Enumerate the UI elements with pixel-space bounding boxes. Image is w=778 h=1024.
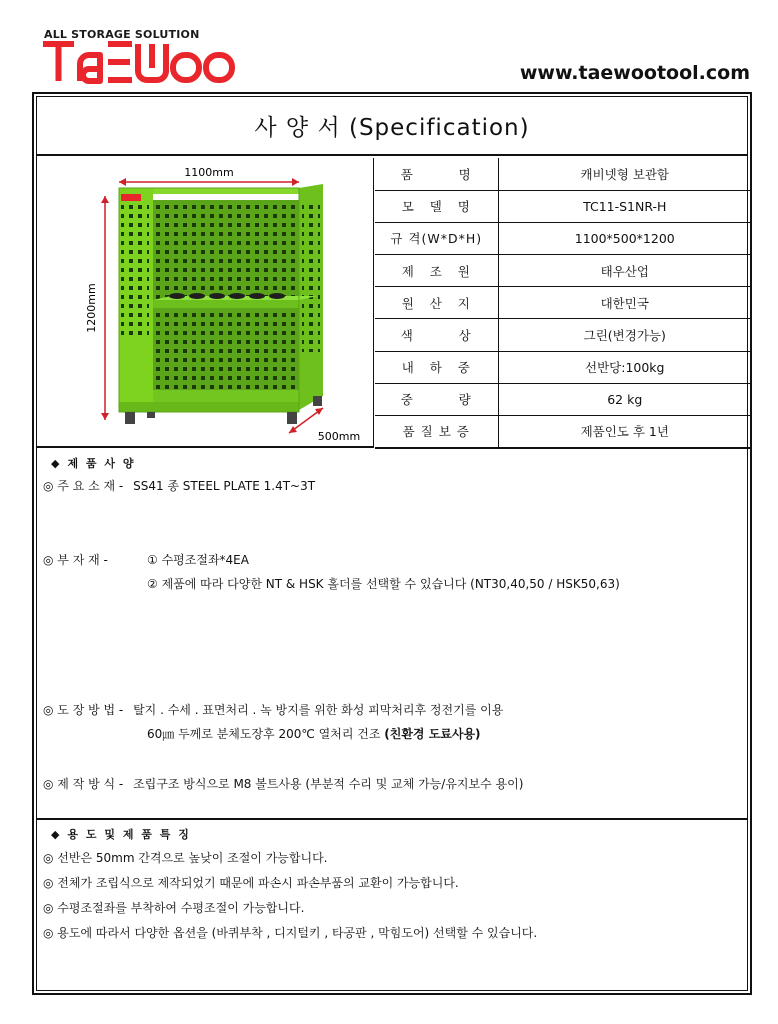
cabinet-illustration [37, 158, 374, 448]
product-spec-heading: ◆ 제 품 사 양 [51, 457, 136, 470]
width-dimension-label: 1100mm [184, 166, 234, 179]
spec-value: 그린(변경가능) [498, 319, 751, 351]
spec-value: 제품인도 후 1년 [498, 416, 751, 448]
spec-label: 원 산 지 [375, 287, 498, 319]
depth-dimension-label: 500mm [317, 430, 361, 443]
feature-item: ◎ 전체가 조립식으로 제작되었기 때문에 파손시 파손부품의 교환이 가능합니다. [43, 876, 459, 890]
cabinet-middle-shelf [153, 300, 299, 308]
taewoo-logo [40, 38, 236, 84]
product-image-area [37, 158, 374, 448]
brand-header [40, 28, 240, 84]
spec-value: 62 kg [498, 383, 751, 415]
spec-value: 1100*500*1200 [498, 222, 751, 254]
spec-label: 규 격(W*D*H) [375, 222, 498, 254]
accessory-row [43, 551, 249, 568]
material-row [43, 477, 315, 494]
section-divider [37, 818, 747, 820]
spec-row [375, 416, 751, 448]
accessory-line-1: ① 수평조절좌*4EA [147, 553, 249, 567]
spec-value: 태우산업 [498, 255, 751, 287]
spec-row [375, 190, 751, 222]
brand-tagline: ALL STORAGE SOLUTION [44, 28, 200, 41]
spec-label: 중 량 [375, 383, 498, 415]
spec-table [375, 158, 751, 449]
spec-sheet [32, 92, 752, 995]
spec-label: 모 델 명 [375, 190, 498, 222]
paint-line-1: 탈지 . 수세 . 표면처리 . 녹 방지를 위한 화성 피막처리후 정전기를 이용 [133, 703, 504, 717]
material-label: ◎ 주 요 소 재 - [43, 479, 124, 493]
spec-row [375, 319, 751, 351]
feature-item: ◎ 선반은 50mm 간격으로 높낮이 조절이 가능합니다. [43, 851, 328, 865]
spec-value: 캐비넷형 보관함 [498, 158, 751, 190]
build-value: 조립구조 방식으로 M8 볼트사용 (부분적 수리 및 교체 가능/유지보수 용이) [133, 777, 524, 791]
accessory-line-2: ② 제품에 따라 다양한 NT & HSK 홀더를 선택할 수 있습니다 (NT30,40,50 / HSK50,63) [147, 577, 620, 591]
spec-row [375, 383, 751, 415]
spec-value: 대한민국 [498, 287, 751, 319]
spec-label: 품 명 [375, 158, 498, 190]
spec-sheet-inner [36, 96, 748, 991]
paint-row [43, 701, 503, 718]
paint-label: ◎ 도 장 방 법 - [43, 703, 124, 717]
spec-row [375, 222, 751, 254]
accessory-label: ◎ 부 자 재 - [43, 553, 108, 567]
build-label: ◎ 제 작 방 식 - [43, 777, 124, 791]
website-url[interactable]: www.taewootool.com [519, 62, 750, 84]
spec-label: 제 조 원 [375, 255, 498, 287]
spec-value: TC11-S1NR-H [498, 190, 751, 222]
build-row [43, 775, 523, 792]
spec-value: 선반당:100kg [498, 351, 751, 383]
height-dimension-label: 1200mm [85, 283, 98, 333]
eco-paint-note: (친환경 도료사용) [384, 727, 481, 741]
material-value: SS41 종 STEEL PLATE 1.4T~3T [133, 479, 316, 493]
brand-badge [121, 194, 141, 201]
features-heading: ◆ 용 도 및 제 품 특 징 [51, 828, 191, 841]
spec-row [375, 351, 751, 383]
paint-line-2: 60㎛ 두께로 분체도장후 200℃ 열처리 건조 (친환경 도료사용) [147, 727, 481, 741]
feature-item: ◎ 용도에 따라서 다양한 옵션을 (바퀴부착 , 디지털키 , 타공판 , 막힘도어) 선택할 수 있습니다. [43, 926, 538, 940]
spec-row [375, 158, 751, 190]
spec-row [375, 255, 751, 287]
feature-item: ◎ 수평조절좌를 부착하여 수평조절이 가능합니다. [43, 901, 305, 915]
spec-label: 색 상 [375, 319, 498, 351]
spec-label: 내 하 중 [375, 351, 498, 383]
spec-row [375, 287, 751, 319]
page-title: 사 양 서 (Specification) [37, 97, 747, 156]
spec-label: 품 질 보 증 [375, 416, 498, 448]
